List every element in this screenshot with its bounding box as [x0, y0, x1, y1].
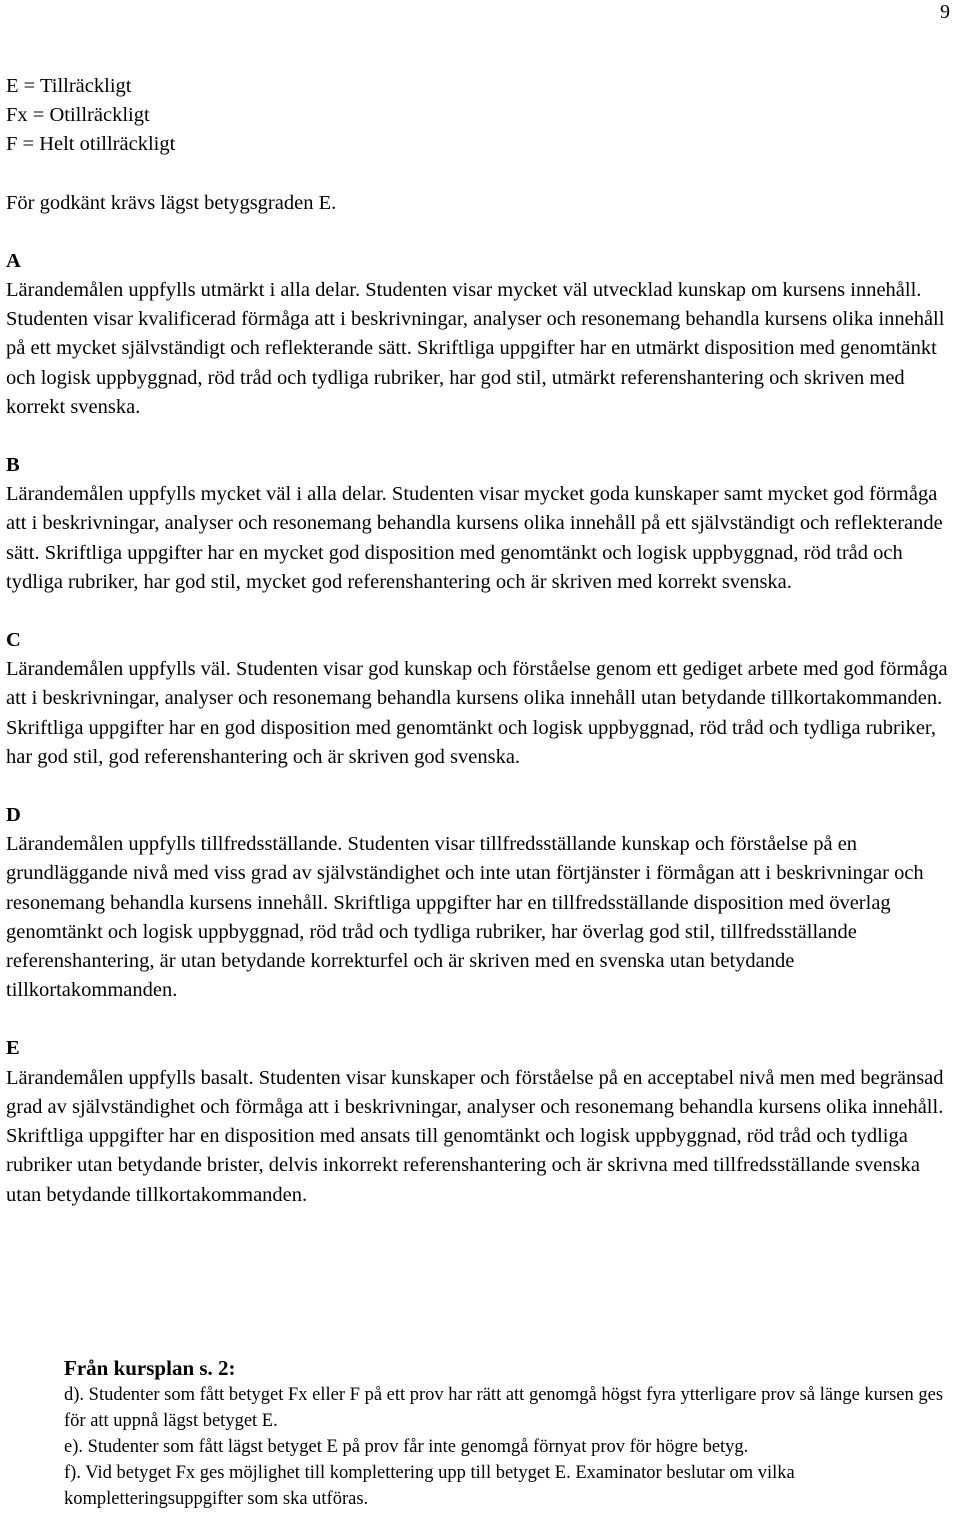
pass-requirement	[6, 189, 956, 218]
grade-d-heading: D	[6, 804, 21, 827]
grade-c-description: Lärandemålen uppfylls väl. Studenten visar god kunskap och förståelse genom ett gediget arbete med god förmåga att i beskrivningar, analyser och resonemang behandla kursens olika innehåll utan betydande tillkortakommanden. Skriftliga uppgifter har en god disposition med genomtänkt och logisk uppbyggnad, röd tråd och tydliga rubriker, har god stil, god referenshantering och är skriven god svenska.	[6, 658, 948, 768]
grade-e-section	[6, 1034, 956, 1209]
grade-b-description: Lärandemålen uppfylls mycket väl i alla delar. Studenten visar mycket goda kunskaper samt mycket god förmåga att i beskrivningar, analyser och resonemang behandla kursens olika innehåll på ett självständigt och reflekterande sätt. Skriftliga uppgifter har en mycket god disposition med genomtänkt och logisk uppbyggnad, röd tråd och tydliga rubriker, har god stil, mycket god referenshantering och är skriven med korrekt svenska.	[6, 483, 943, 593]
grade-c-section	[6, 626, 956, 772]
grade-d-section	[6, 801, 956, 1005]
scale-item-f: F = Helt otillräckligt	[6, 133, 176, 156]
kursplan-title: Från kursplan s. 2:	[64, 1356, 236, 1380]
scale-item-fx: Fx = Otillräckligt	[6, 104, 150, 127]
grade-b-section	[6, 451, 956, 597]
grade-e-description: Lärandemålen uppfylls basalt. Studenten visar kunskaper och förståelse på en acceptabel nivå men med begränsad grad av självständighet och förmåga att i beskrivningar, analyser och resonemang behandla kursens olika innehåll. Skriftliga uppgifter har en disposition med ansats till genomtänkt och logisk uppbyggnad, röd tråd och tydliga rubriker utan betydande brister, delvis inkorrekt referenshantering och är skrivna med tillfredsställande svenska utan betydande tillkortakommanden.	[6, 1066, 944, 1206]
page-number: 9	[940, 1, 950, 23]
kursplan-item-e: e). Studenter som fått lägst betyget E på prov får inte genomgå förnyat prov för högre betyg.	[64, 1437, 749, 1457]
grade-c-heading: C	[6, 629, 21, 652]
kursplan-item-f: f). Vid betyget Fx ges möjlighet till komplettering upp till betyget E. Examinator beslutar om vilka kompletteringsuppgifter som ska utföras.	[64, 1463, 795, 1509]
pass-requirement-text: För godkänt krävs lägst betygsgraden E.	[6, 191, 337, 214]
grade-d-description: Lärandemålen uppfylls tillfredsställande. Studenten visar tillfredsställande kunskap och förståelse på en grundläggande nivå med viss grad av självständighet och inte utan förtjänster i förmågan att i beskrivningar och resonemang behandla kursens innehåll. Skriftliga uppgifter har en tillfredsställande disposition med överlag genomtänkt och logisk uppbyggnad, röd tråd och tydliga rubriker, har överlag god stil, tillfredsställande referenshantering, är utan betydande korrekturfel och är skriven med en svenska utan betydande tillkortakommanden.	[6, 833, 924, 1002]
kursplan-item-d: d). Studenter som fått betyget Fx eller F på ett prov har rätt att genomgå högst fyra ytterligare prov så länge kursen ges för att uppnå lägst betyget E.	[64, 1385, 944, 1431]
grade-a-heading: A	[6, 249, 21, 272]
grade-a-section	[6, 247, 956, 422]
grade-scale	[6, 72, 956, 160]
kursplan-excerpt	[64, 1354, 944, 1512]
grade-a-description: Lärandemålen uppfylls utmärkt i alla delar. Studenten visar mycket väl utvecklad kunskap om kursens innehåll. Studenten visar kvalificerad förmåga att i beskrivningar, analyser och resonemang behandla kursens olika innehåll på ett mycket självständigt och reflekterande sätt. Skriftliga uppgifter har en utmärkt disposition med genomtänkt och logisk uppbyggnad, röd tråd och tydliga rubriker, har god stil, utmärkt referenshantering och skriven med korrekt svenska.	[6, 279, 945, 418]
grade-e-heading: E	[6, 1037, 20, 1060]
grading-criteria	[6, 72, 956, 1239]
grade-b-heading: B	[6, 454, 20, 477]
scale-item-e: E = Tillräckligt	[6, 75, 132, 97]
